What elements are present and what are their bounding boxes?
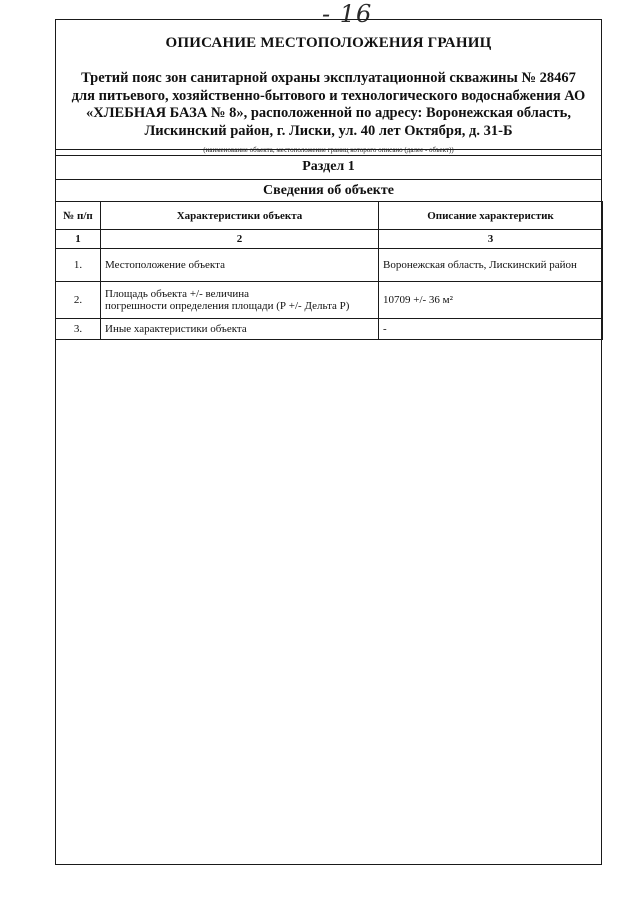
divider — [56, 149, 601, 150]
description-cell: 10709 +/- 36 м² — [379, 282, 603, 319]
characteristics-table — [55, 201, 603, 340]
document-frame — [55, 19, 602, 865]
column-header: Описание характеристик — [379, 202, 603, 230]
row-number: 2. — [56, 282, 101, 319]
column-header: № п/п — [56, 202, 101, 230]
column-number-row — [56, 230, 603, 249]
column-number: 1 — [56, 230, 101, 249]
characteristic-line: Площадь объекта +/- величина — [105, 288, 250, 300]
object-description-line: Лискинский район, г. Лиски, ул. 40 лет Октября, д. 31-Б — [144, 122, 513, 139]
characteristic-cell — [101, 282, 379, 319]
page-number: - 16 — [322, 0, 373, 28]
table-row — [56, 249, 603, 282]
object-description-line: Третий пояс зон санитарной охраны эксплуатационной скважины № 28467 — [81, 70, 576, 86]
section-title: Раздел 1 — [302, 159, 355, 174]
row-number: 3. — [56, 319, 101, 340]
divider — [56, 155, 601, 156]
column-number: 3 — [379, 230, 603, 249]
row-number: 1. — [56, 249, 101, 282]
object-description-line: «ХЛЕБНАЯ БАЗА № 8», расположенной по адресу: Воронежская область, — [86, 105, 571, 121]
document-title: ОПИСАНИЕ МЕСТОПОЛОЖЕНИЯ ГРАНИЦ — [165, 35, 492, 51]
description-cell: - — [379, 319, 603, 340]
table-header-row — [56, 202, 603, 230]
object-hint: (наименование объекта, местоположение границ которого описано (далее - объект)) — [203, 146, 454, 154]
title-block — [56, 20, 601, 154]
characteristic-cell: Местоположение объекта — [101, 249, 379, 282]
table-row — [56, 319, 603, 340]
column-number: 2 — [101, 230, 379, 249]
object-description-line: для питьевого, хозяйственно-бытового и технологического водоснабжения АО — [71, 87, 586, 104]
characteristic-line: погрешности определения площади (Р +/- Дельта Р) — [105, 300, 350, 312]
object-description — [56, 70, 601, 140]
table-row — [56, 282, 603, 319]
column-header: Характеристики объекта — [101, 202, 379, 230]
characteristic-cell: Иные характеристики объекта — [101, 319, 379, 340]
description-cell: Воронежская область, Лискинский район — [379, 249, 603, 282]
section-subtitle: Сведения об объекте — [263, 183, 394, 198]
divider — [56, 179, 601, 180]
